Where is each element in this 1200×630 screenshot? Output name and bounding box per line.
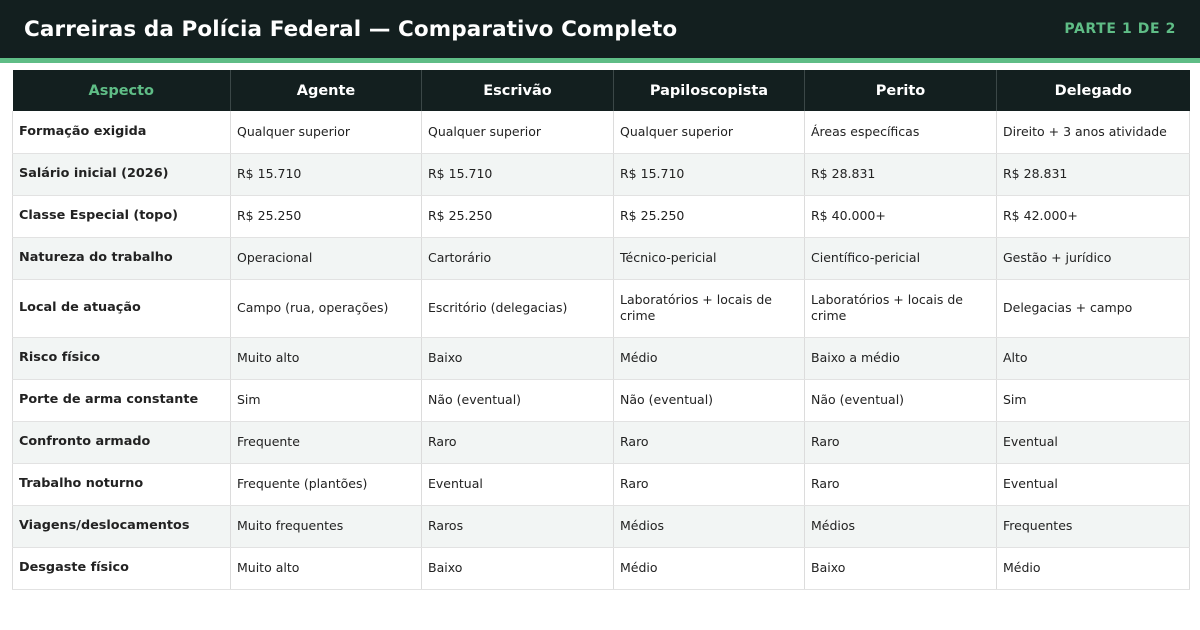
perito-cell: Áreas específicas <box>805 111 997 153</box>
agente-cell: Qualquer superior <box>231 111 422 153</box>
table-body <box>13 111 1190 589</box>
agente-cell: R$ 25.250 <box>231 195 422 237</box>
escrivao-cell: R$ 25.250 <box>422 195 614 237</box>
page-title: Carreiras da Polícia Federal — Comparativo Completo <box>24 16 678 42</box>
column-header-escrivao: Escrivão <box>422 70 614 111</box>
delegado-cell: Direito + 3 anos atividade <box>997 111 1190 153</box>
column-header-aspecto: Aspecto <box>13 70 231 111</box>
delegado-cell: Sim <box>997 379 1190 421</box>
delegado-cell: Gestão + jurídico <box>997 237 1190 279</box>
aspect-cell: Risco físico <box>13 337 231 379</box>
page-header <box>0 0 1200 58</box>
delegado-cell: Frequentes <box>997 505 1190 547</box>
table-row <box>13 279 1190 337</box>
part-indicator: PARTE 1 DE 2 <box>1064 21 1176 37</box>
table-row <box>13 463 1190 505</box>
comparison-table-container <box>12 70 1189 590</box>
table-header <box>13 70 1190 111</box>
agente-cell: R$ 15.710 <box>231 153 422 195</box>
aspect-cell: Classe Especial (topo) <box>13 195 231 237</box>
papiloscopista-cell: Raro <box>614 421 805 463</box>
delegado-cell: Eventual <box>997 421 1190 463</box>
papiloscopista-cell: R$ 25.250 <box>614 195 805 237</box>
aspect-cell: Salário inicial (2026) <box>13 153 231 195</box>
escrivao-cell: Baixo <box>422 337 614 379</box>
perito-cell: Laboratórios + locais de crime <box>805 279 997 337</box>
escrivao-cell: Qualquer superior <box>422 111 614 153</box>
aspect-cell: Viagens/deslocamentos <box>13 505 231 547</box>
papiloscopista-cell: Técnico-pericial <box>614 237 805 279</box>
column-header-delegado: Delegado <box>997 70 1190 111</box>
delegado-cell: Médio <box>997 547 1190 589</box>
perito-cell: Científico-pericial <box>805 237 997 279</box>
escrivao-cell: R$ 15.710 <box>422 153 614 195</box>
perito-cell: Médios <box>805 505 997 547</box>
perito-cell: Raro <box>805 463 997 505</box>
comparison-table <box>12 70 1190 590</box>
aspect-cell: Formação exigida <box>13 111 231 153</box>
table-row <box>13 505 1190 547</box>
perito-cell: Baixo a médio <box>805 337 997 379</box>
escrivao-cell: Raro <box>422 421 614 463</box>
table-row <box>13 195 1190 237</box>
escrivao-cell: Eventual <box>422 463 614 505</box>
table-row <box>13 237 1190 279</box>
delegado-cell: R$ 42.000+ <box>997 195 1190 237</box>
papiloscopista-cell: Médio <box>614 547 805 589</box>
perito-cell: Baixo <box>805 547 997 589</box>
column-header-agente: Agente <box>231 70 422 111</box>
table-row <box>13 337 1190 379</box>
papiloscopista-cell: Laboratórios + locais de crime <box>614 279 805 337</box>
perito-cell: R$ 40.000+ <box>805 195 997 237</box>
aspect-cell: Trabalho noturno <box>13 463 231 505</box>
table-header-row <box>13 70 1190 111</box>
papiloscopista-cell: Não (eventual) <box>614 379 805 421</box>
papiloscopista-cell: Raro <box>614 463 805 505</box>
papiloscopista-cell: R$ 15.710 <box>614 153 805 195</box>
agente-cell: Operacional <box>231 237 422 279</box>
accent-divider <box>0 58 1200 63</box>
escrivao-cell: Escritório (delegacias) <box>422 279 614 337</box>
aspect-cell: Natureza do trabalho <box>13 237 231 279</box>
delegado-cell: Delegacias + campo <box>997 279 1190 337</box>
escrivao-cell: Baixo <box>422 547 614 589</box>
table-row <box>13 379 1190 421</box>
agente-cell: Frequente <box>231 421 422 463</box>
aspect-cell: Desgaste físico <box>13 547 231 589</box>
escrivao-cell: Raros <box>422 505 614 547</box>
escrivao-cell: Cartorário <box>422 237 614 279</box>
table-row <box>13 111 1190 153</box>
table-row <box>13 153 1190 195</box>
delegado-cell: R$ 28.831 <box>997 153 1190 195</box>
aspect-cell: Local de atuação <box>13 279 231 337</box>
papiloscopista-cell: Médio <box>614 337 805 379</box>
agente-cell: Muito alto <box>231 337 422 379</box>
table-row <box>13 421 1190 463</box>
delegado-cell: Eventual <box>997 463 1190 505</box>
perito-cell: Raro <box>805 421 997 463</box>
agente-cell: Muito frequentes <box>231 505 422 547</box>
agente-cell: Frequente (plantões) <box>231 463 422 505</box>
agente-cell: Sim <box>231 379 422 421</box>
column-header-perito: Perito <box>805 70 997 111</box>
aspect-cell: Porte de arma constante <box>13 379 231 421</box>
papiloscopista-cell: Qualquer superior <box>614 111 805 153</box>
delegado-cell: Alto <box>997 337 1190 379</box>
agente-cell: Campo (rua, operações) <box>231 279 422 337</box>
perito-cell: R$ 28.831 <box>805 153 997 195</box>
perito-cell: Não (eventual) <box>805 379 997 421</box>
papiloscopista-cell: Médios <box>614 505 805 547</box>
table-row <box>13 547 1190 589</box>
agente-cell: Muito alto <box>231 547 422 589</box>
escrivao-cell: Não (eventual) <box>422 379 614 421</box>
aspect-cell: Confronto armado <box>13 421 231 463</box>
column-header-papiloscopista: Papiloscopista <box>614 70 805 111</box>
